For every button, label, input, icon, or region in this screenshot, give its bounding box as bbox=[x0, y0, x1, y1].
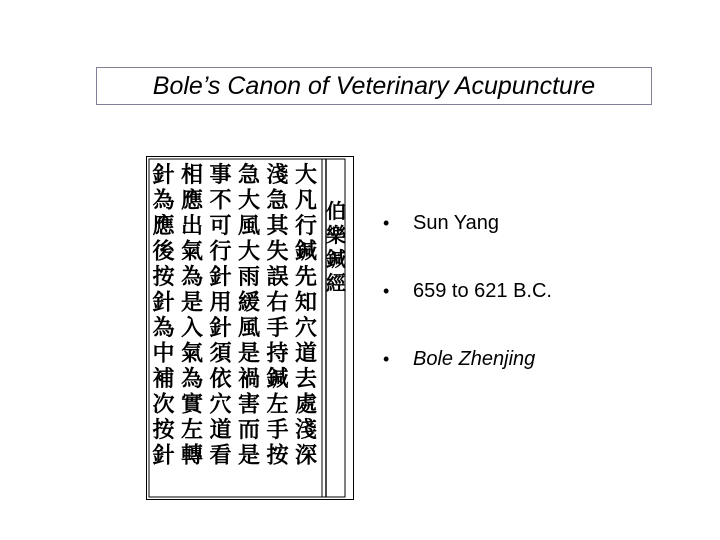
scan-char: 道 bbox=[294, 340, 318, 367]
scan-char: 為 bbox=[180, 264, 204, 290]
scan-char: 為 bbox=[152, 315, 175, 341]
scan-char: 誤 bbox=[266, 264, 289, 290]
scan-char: 穴 bbox=[209, 391, 232, 418]
scan-char: 按 bbox=[152, 417, 175, 443]
scan-char: 中 bbox=[152, 340, 175, 367]
scan-char: 手 bbox=[266, 315, 289, 341]
scan-char: 是 bbox=[180, 289, 204, 316]
scan-char: 不 bbox=[209, 187, 232, 214]
scan-char: 大 bbox=[237, 187, 261, 214]
slide-title: Bole’s Canon of Veterinary Acupuncture bbox=[152, 71, 596, 100]
scan-char: 鍼 bbox=[266, 366, 289, 392]
scan-char: 後 bbox=[152, 238, 175, 265]
scan-char: 淺 bbox=[266, 162, 289, 188]
scan-char: 依 bbox=[209, 366, 232, 392]
scan-char: 急 bbox=[266, 187, 289, 214]
scan-char: 處 bbox=[294, 391, 318, 418]
scan-char: 針 bbox=[209, 264, 232, 290]
scan-char: 大 bbox=[294, 162, 318, 188]
scan-char: 持 bbox=[266, 340, 289, 367]
scan-char: 淺 bbox=[294, 417, 318, 443]
scan-char: 道 bbox=[209, 417, 232, 443]
scan-char: 大 bbox=[237, 238, 261, 265]
scan-char: 應 bbox=[180, 187, 204, 214]
scan-char: 去 bbox=[294, 366, 318, 392]
scan-heading-column bbox=[325, 199, 347, 295]
scan-char: 失 bbox=[266, 238, 289, 265]
scan-char: 是 bbox=[237, 340, 261, 367]
title-box bbox=[96, 67, 652, 105]
bullet-text: 659 to 621 B.C. bbox=[413, 280, 552, 302]
scan-char: 針 bbox=[152, 162, 175, 188]
scan-char: 行 bbox=[294, 213, 318, 239]
scan-char: 相 bbox=[180, 162, 204, 188]
bullet-item-2 bbox=[383, 273, 552, 309]
scan-char: 急 bbox=[237, 162, 261, 188]
scan-char: 氣 bbox=[180, 238, 204, 265]
scan-heading-char: 伯 bbox=[326, 199, 346, 223]
scan-heading-char: 經 bbox=[326, 271, 346, 295]
scan-char: 針 bbox=[209, 315, 232, 341]
bullet-dot: • bbox=[383, 349, 390, 369]
scan-heading-char: 樂 bbox=[326, 223, 346, 247]
classical-text-scan bbox=[146, 156, 354, 500]
scan-char: 為 bbox=[180, 366, 204, 392]
bullet-item-3 bbox=[383, 341, 552, 377]
scan-char: 事 bbox=[209, 162, 232, 188]
scan-char: 風 bbox=[237, 315, 261, 341]
scan-char: 按 bbox=[266, 442, 289, 469]
scan-char: 氣 bbox=[180, 340, 204, 367]
scan-char: 補 bbox=[152, 366, 175, 392]
scan-char: 知 bbox=[294, 289, 318, 316]
bullet-dot: • bbox=[383, 213, 390, 233]
scan-char: 雨 bbox=[237, 264, 261, 290]
scan-char: 左 bbox=[266, 391, 289, 418]
scan-char: 其 bbox=[266, 213, 289, 239]
scan-char: 先 bbox=[294, 264, 318, 290]
scan-char: 手 bbox=[266, 417, 289, 443]
scan-char: 害 bbox=[237, 391, 261, 418]
bullet-list bbox=[383, 205, 552, 409]
scan-char: 而 bbox=[237, 417, 261, 443]
scan-char: 是 bbox=[237, 442, 261, 469]
scan-char: 針 bbox=[152, 289, 175, 316]
scan-char: 鍼 bbox=[294, 238, 318, 265]
scan-char: 應 bbox=[152, 213, 175, 239]
scan-char: 轉 bbox=[180, 442, 204, 469]
scan-char: 凡 bbox=[294, 187, 318, 214]
scan-char: 須 bbox=[209, 340, 232, 367]
scan-char: 入 bbox=[180, 315, 204, 341]
scan-char: 看 bbox=[209, 442, 232, 469]
scan-char: 為 bbox=[152, 187, 175, 214]
scan-char: 針 bbox=[152, 442, 175, 469]
bullet-item-1 bbox=[383, 205, 552, 241]
scan-char: 實 bbox=[180, 391, 204, 418]
scan-char: 按 bbox=[152, 264, 175, 290]
scan-char: 可 bbox=[209, 213, 232, 239]
scan-char: 行 bbox=[209, 238, 232, 265]
bullet-text: Bole Zhenjing bbox=[413, 348, 536, 370]
scan-char: 風 bbox=[237, 213, 261, 239]
scan-char: 左 bbox=[180, 417, 204, 443]
scan-heading-char: 鍼 bbox=[326, 247, 346, 271]
bullet-text: Sun Yang bbox=[413, 212, 500, 234]
scan-char: 右 bbox=[266, 289, 289, 316]
bullet-dot: • bbox=[383, 281, 390, 301]
scan-char: 禍 bbox=[237, 366, 261, 392]
scan-char: 緩 bbox=[237, 289, 261, 316]
scan-char: 用 bbox=[209, 289, 232, 316]
scan-char: 出 bbox=[180, 213, 204, 239]
scan-char: 深 bbox=[294, 442, 318, 469]
scan-char: 次 bbox=[152, 391, 175, 418]
scan-char: 穴 bbox=[294, 315, 318, 341]
